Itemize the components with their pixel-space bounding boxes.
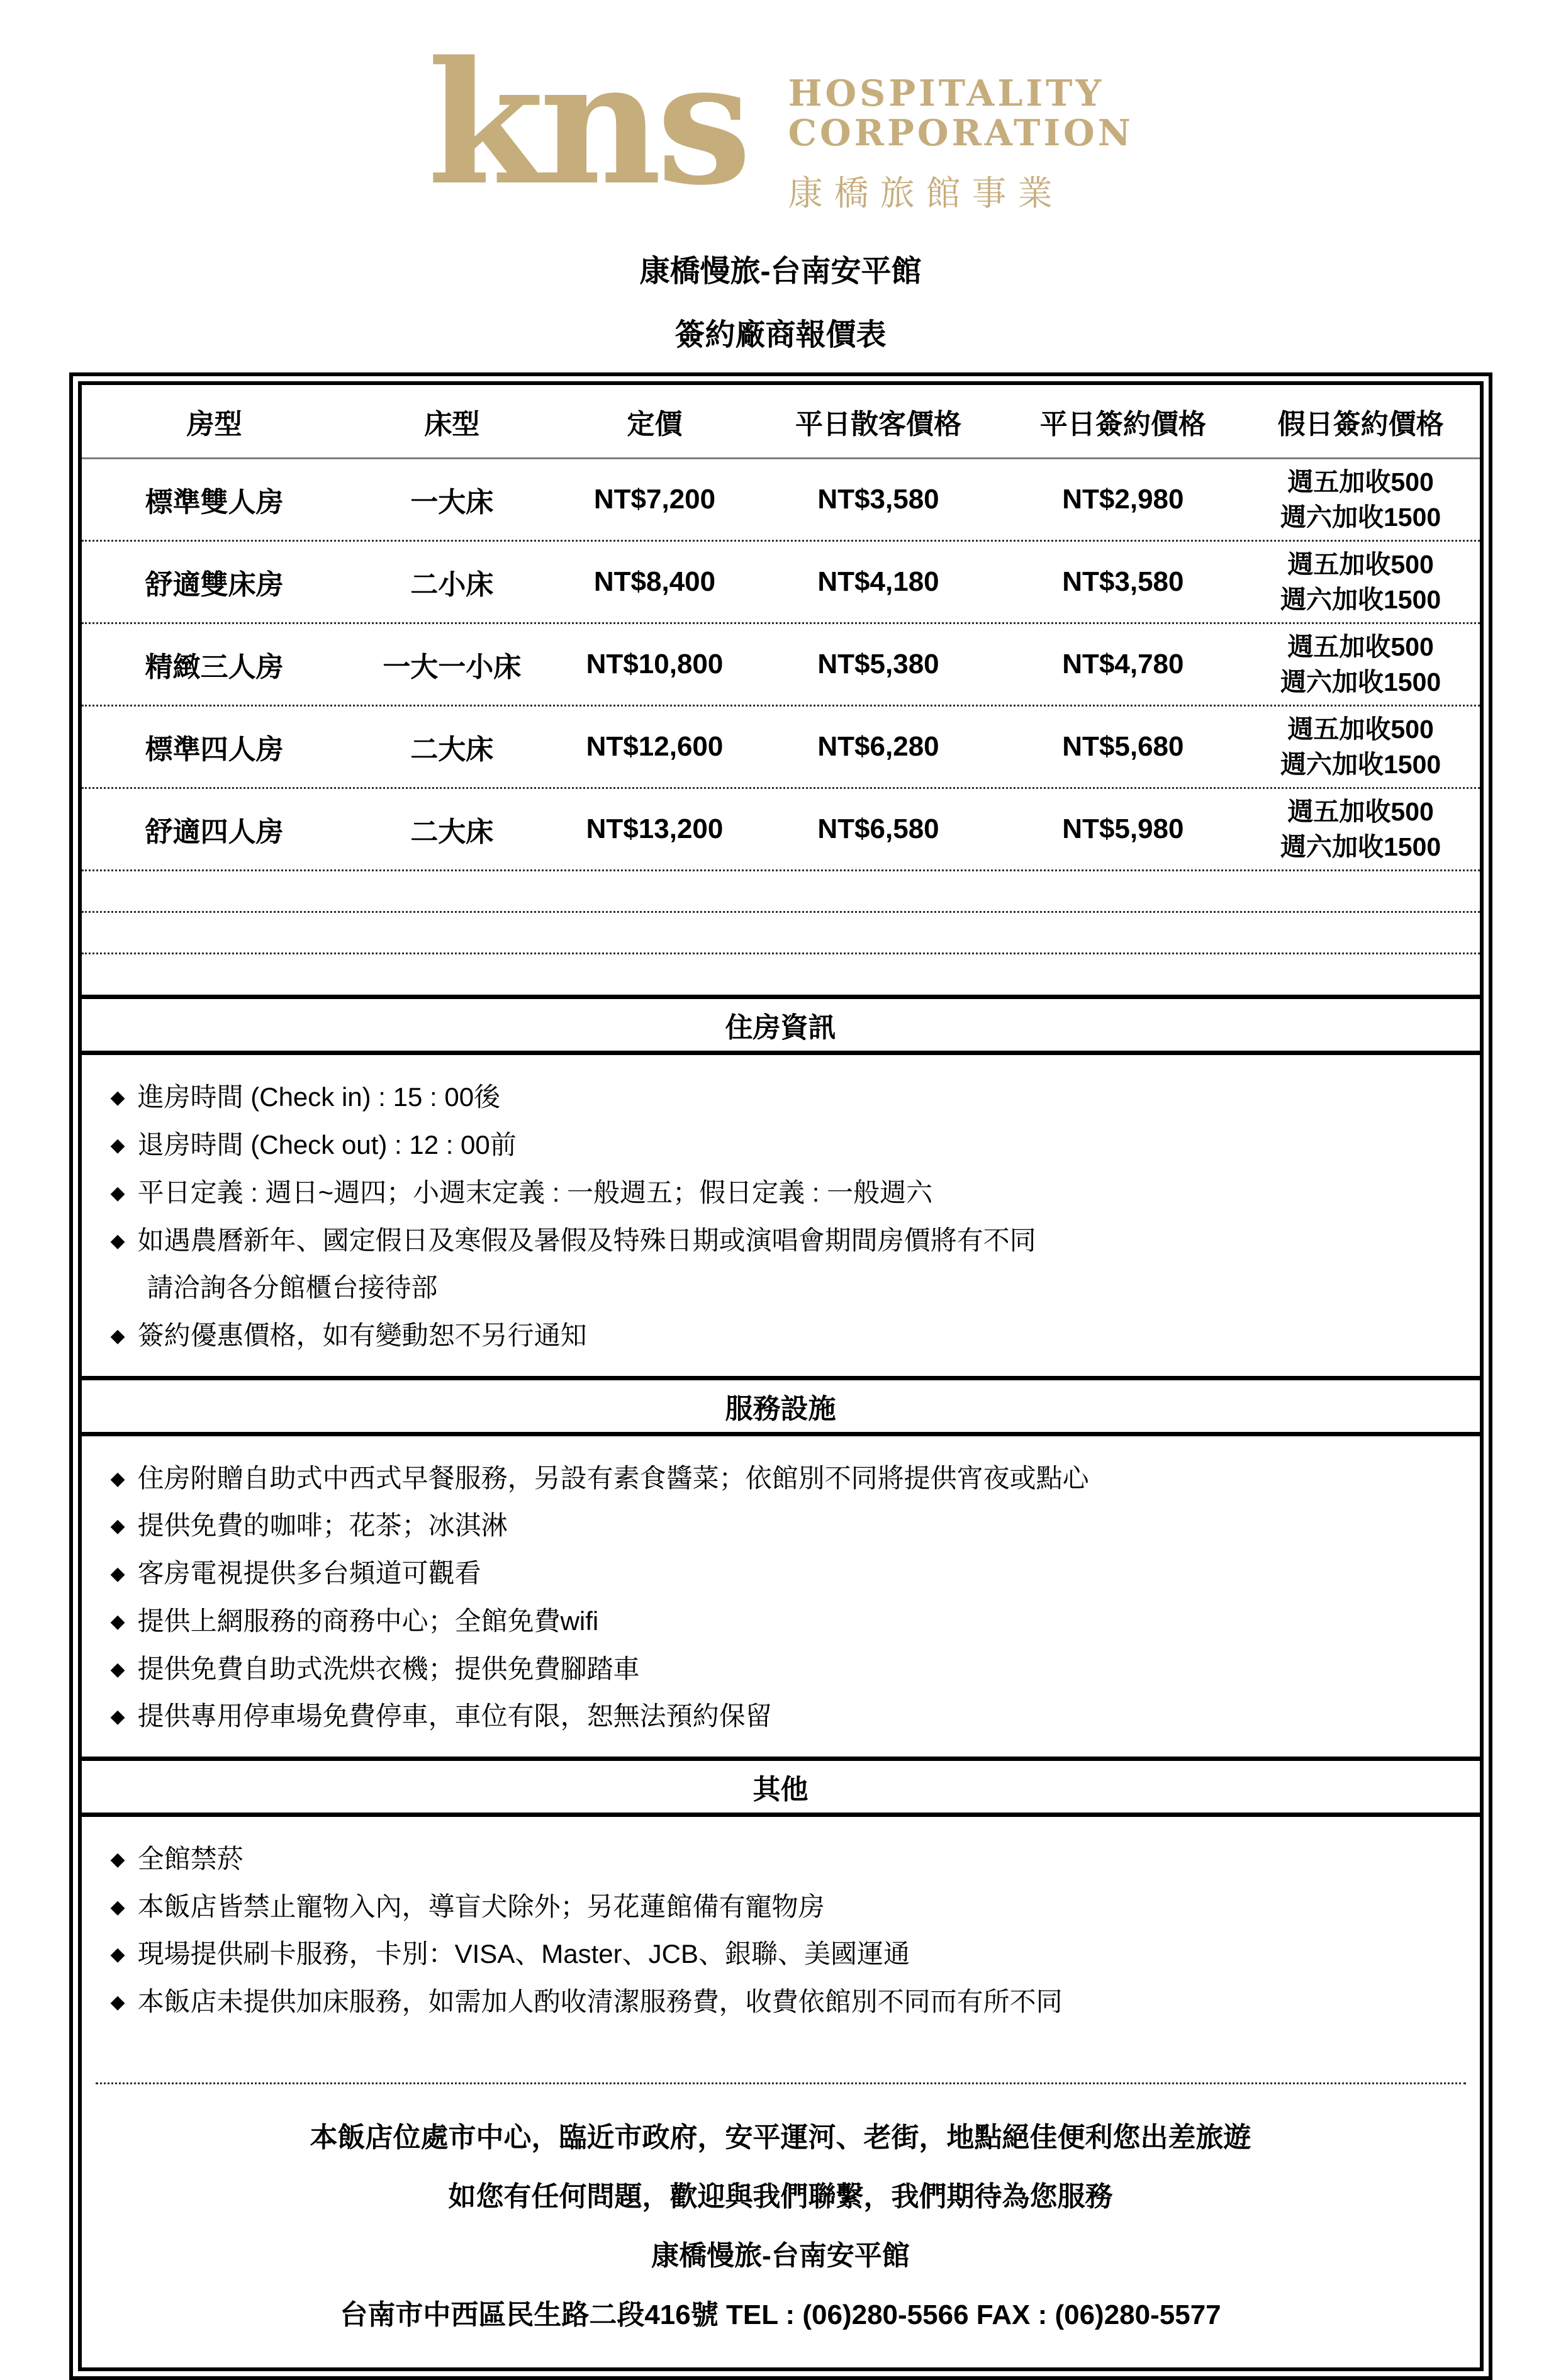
footer-hotel-name: 康橋慢旅-台南安平館 [651, 2240, 910, 2271]
weekday-contract-price-cell: NT$5,980 [1062, 813, 1184, 845]
diamond-bullet-icon: ◆ [110, 1849, 125, 1870]
diamond-bullet-icon: ◆ [110, 1658, 125, 1680]
holiday-price-cell [1242, 547, 1480, 618]
bed-type-cell: 一大一小床 [383, 652, 522, 683]
list-price-cell: NT$12,600 [586, 731, 724, 763]
holiday-price-cell [1242, 464, 1480, 535]
diamond-bullet-icon: ◆ [110, 1182, 125, 1204]
diamond-bullet-icon: ◆ [110, 1563, 125, 1585]
list-item-text: 現場提供刷卡服務，卡別：VISA、Master、JCB、銀聯、美國運通 [137, 1939, 910, 1969]
list-item [111, 1511, 1457, 1541]
list-item [111, 1178, 1457, 1209]
diamond-bullet-icon: ◆ [110, 1516, 125, 1537]
logo-org-line-1: HOSPITALITY [788, 72, 1105, 115]
col-header-weekday-walkin: 平日散客價格 [795, 408, 962, 440]
col-header-holiday-contract: 假日簽約價格 [1277, 408, 1444, 440]
logo-text-block [788, 58, 1134, 215]
empty-table-row [82, 954, 1480, 995]
col-header-list-price: 定價 [627, 408, 683, 440]
room-info-list [82, 1055, 1480, 1375]
table-row [82, 789, 1480, 871]
empty-table-row [82, 913, 1480, 954]
holiday-price-cell [1242, 629, 1480, 700]
table-row [82, 707, 1480, 789]
list-item-continuation [111, 1273, 1457, 1304]
holiday-friday-surcharge: 週五加收500 [1287, 632, 1434, 661]
list-item-text: 退房時間 (Check out) : 12 : 00前 [137, 1130, 517, 1160]
weekday-walkin-price-cell: NT$6,280 [817, 731, 939, 763]
diamond-bullet-icon: ◆ [110, 1325, 125, 1346]
list-item [111, 1463, 1457, 1494]
holiday-saturday-surcharge: 週六加收1500 [1280, 750, 1441, 779]
weekday-contract-price-cell: NT$5,680 [1062, 731, 1184, 763]
list-item-text: 本飯店皆禁止寵物入內，導盲犬除外；另花蓮館備有寵物房 [137, 1891, 825, 1921]
weekday-contract-price-cell: NT$2,980 [1062, 484, 1184, 515]
table-row [82, 459, 1480, 542]
diamond-bullet-icon: ◆ [110, 1135, 125, 1156]
diamond-bullet-icon: ◆ [110, 1468, 125, 1489]
col-header-weekday-contract: 平日簽約價格 [1039, 408, 1206, 440]
logo-org-line-3: 康橋旅館事業 [788, 174, 1064, 213]
holiday-friday-surcharge: 週五加收500 [1287, 549, 1434, 579]
holiday-price-cell [1242, 794, 1480, 865]
footer-location-line: 本飯店位處市中心，臨近市政府，安平運河、老街，地點絕佳便利您出差旅遊 [310, 2121, 1251, 2153]
logo-org-line-2: CORPORATION [788, 111, 1134, 154]
kns-logo-wordmark: kns [427, 25, 747, 223]
table-row [82, 624, 1480, 707]
list-item [111, 1654, 1457, 1685]
footer-address-phone-line: 台南市中西區民生路二段416號 TEL : (06)280-5566 FAX : (06)280-5577 [340, 2299, 1221, 2330]
list-item [111, 1082, 1457, 1113]
weekday-walkin-price-cell: NT$3,580 [817, 484, 939, 515]
list-item [111, 1892, 1457, 1923]
section-heading-other: 其他 [82, 1757, 1480, 1817]
weekday-walkin-price-cell: NT$6,580 [817, 813, 939, 845]
list-item-text: 提供專用停車場免費停車，車位有限，恕無法預約保留 [137, 1701, 772, 1731]
holiday-saturday-surcharge: 週六加收1500 [1280, 503, 1441, 532]
bed-type-cell: 二大床 [410, 734, 494, 766]
diamond-bullet-icon: ◆ [110, 1896, 125, 1918]
holiday-friday-surcharge: 週五加收500 [1287, 714, 1434, 744]
list-item-text: 請洽詢各分館櫃台接待部 [147, 1273, 438, 1303]
room-type-cell: 舒適雙床房 [145, 569, 284, 601]
list-item [111, 1130, 1457, 1161]
holiday-friday-surcharge: 週五加收500 [1287, 467, 1434, 496]
list-price-cell: NT$13,200 [586, 813, 724, 845]
diamond-bullet-icon: ◆ [110, 1087, 125, 1109]
empty-table-row [82, 871, 1480, 913]
price-table [82, 385, 1480, 995]
weekday-contract-price-cell: NT$3,580 [1062, 566, 1184, 598]
col-header-bed-type: 床型 [424, 408, 480, 440]
list-item [111, 1226, 1457, 1256]
weekday-walkin-price-cell: NT$5,380 [817, 649, 939, 680]
quotation-sheet-border [69, 372, 1492, 2380]
list-item-text: 客房電視提供多台頻道可觀看 [137, 1558, 481, 1589]
list-item-text: 提供免費自助式洗烘衣機；提供免費腳踏車 [137, 1653, 640, 1684]
diamond-bullet-icon: ◆ [110, 1611, 125, 1632]
list-item-text: 平日定義 : 週日~週四；小週末定義 : 一般週五；假日定義 : 一般週六 [137, 1177, 933, 1207]
diamond-bullet-icon: ◆ [110, 1230, 125, 1251]
section-heading-room-info: 住房資訊 [82, 995, 1480, 1055]
table-header-row [82, 385, 1480, 459]
company-logo [0, 0, 1561, 223]
list-item [111, 1558, 1457, 1589]
list-item-text: 全館禁菸 [137, 1844, 243, 1874]
list-item-text: 本飯店未提供加床服務，如需加人酌收清潔服務費，收費依館別不同而有所不同 [137, 1987, 1063, 2017]
table-row [82, 542, 1480, 624]
list-price-cell: NT$8,400 [593, 566, 716, 598]
other-list [82, 1817, 1480, 2042]
facilities-list [82, 1436, 1480, 1757]
diamond-bullet-icon: ◆ [110, 1706, 125, 1728]
bed-type-cell: 二大床 [410, 817, 494, 848]
list-item-text: 住房附贈自助式中西式早餐服務，另設有素食醬菜；依館別不同將提供宵夜或點心 [137, 1463, 1089, 1493]
list-item [111, 1844, 1457, 1875]
holiday-friday-surcharge: 週五加收500 [1287, 796, 1434, 826]
diamond-bullet-icon: ◆ [110, 1944, 125, 1965]
weekday-contract-price-cell: NT$4,780 [1062, 649, 1184, 680]
list-item [111, 1701, 1457, 1732]
list-item-text: 進房時間 (Check in) : 15 : 00後 [137, 1082, 501, 1112]
section-heading-facilities: 服務設施 [82, 1376, 1480, 1436]
list-item [111, 1939, 1457, 1970]
page-subtitle: 簽約廠商報價表 [674, 318, 887, 352]
list-item-text: 提供上網服務的商務中心；全館免費wifi [137, 1606, 599, 1636]
col-header-room-type: 房型 [186, 408, 242, 440]
list-item-text: 簽約優惠價格，如有變動恕不另行通知 [137, 1320, 587, 1350]
list-item-text: 如遇農曆新年、國定假日及寒假及暑假及特殊日期或演唱會期間房價將有不同 [137, 1225, 1036, 1255]
bed-type-cell: 一大床 [410, 487, 494, 518]
list-item [111, 1321, 1457, 1351]
footer [82, 2084, 1480, 2367]
bed-type-cell: 二小床 [410, 569, 494, 601]
holiday-saturday-surcharge: 週六加收1500 [1280, 585, 1441, 615]
room-type-cell: 舒適四人房 [145, 817, 284, 848]
list-item [111, 1987, 1457, 2018]
list-price-cell: NT$7,200 [593, 484, 716, 515]
footer-contact-invite-line: 如您有任何問題，歡迎與我們聯繫，我們期待為您服務 [448, 2181, 1113, 2212]
holiday-saturday-surcharge: 週六加收1500 [1280, 668, 1441, 697]
room-type-cell: 標準四人房 [145, 734, 284, 766]
room-type-cell: 精緻三人房 [145, 652, 284, 683]
weekday-walkin-price-cell: NT$4,180 [817, 566, 939, 598]
holiday-saturday-surcharge: 週六加收1500 [1280, 832, 1441, 862]
room-type-cell: 標準雙人房 [145, 487, 284, 518]
list-price-cell: NT$10,800 [586, 649, 724, 680]
page-title: 康橋慢旅-台南安平館 [639, 255, 922, 289]
list-item [111, 1606, 1457, 1637]
holiday-price-cell [1242, 712, 1480, 783]
quotation-sheet [78, 381, 1484, 2371]
diamond-bullet-icon: ◆ [110, 1992, 125, 2013]
list-item-text: 提供免費的咖啡；花茶；冰淇淋 [137, 1511, 508, 1541]
